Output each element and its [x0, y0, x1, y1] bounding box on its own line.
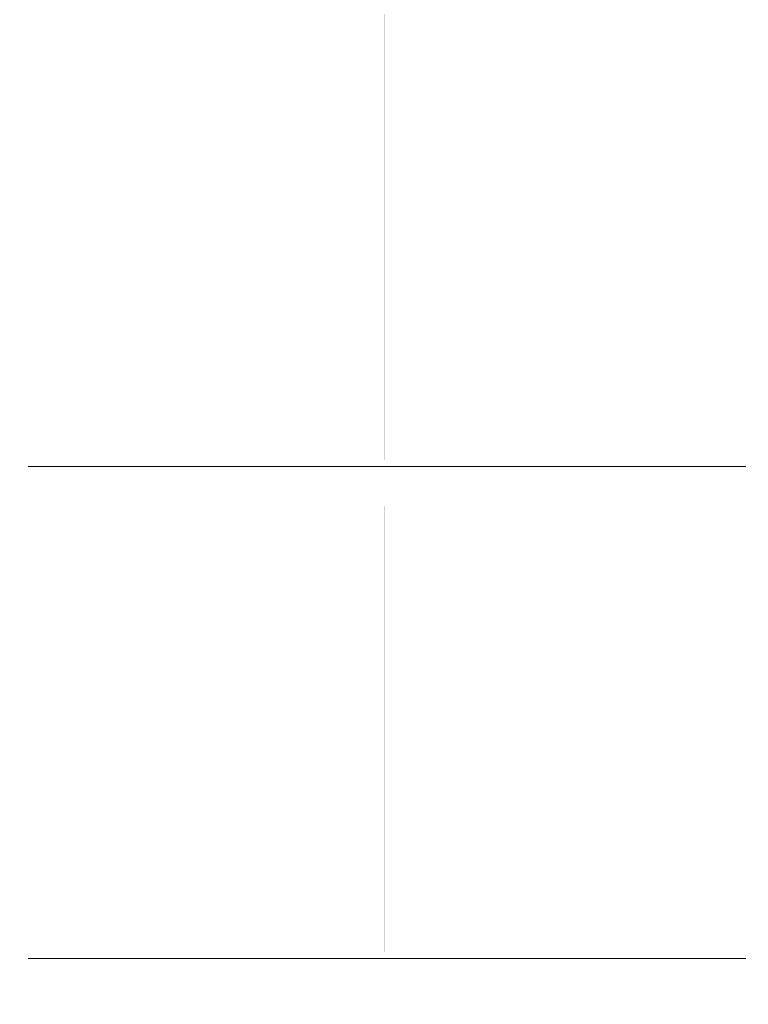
exam-page-3 [0, 990, 768, 1024]
column-divider-page-2 [384, 506, 385, 952]
page-1-footer-rule [28, 466, 746, 467]
exam-page-2 [0, 496, 768, 974]
exam-page-1 [0, 0, 768, 476]
column-divider-page-1 [384, 14, 385, 460]
page-2-footer-rule [28, 958, 746, 959]
